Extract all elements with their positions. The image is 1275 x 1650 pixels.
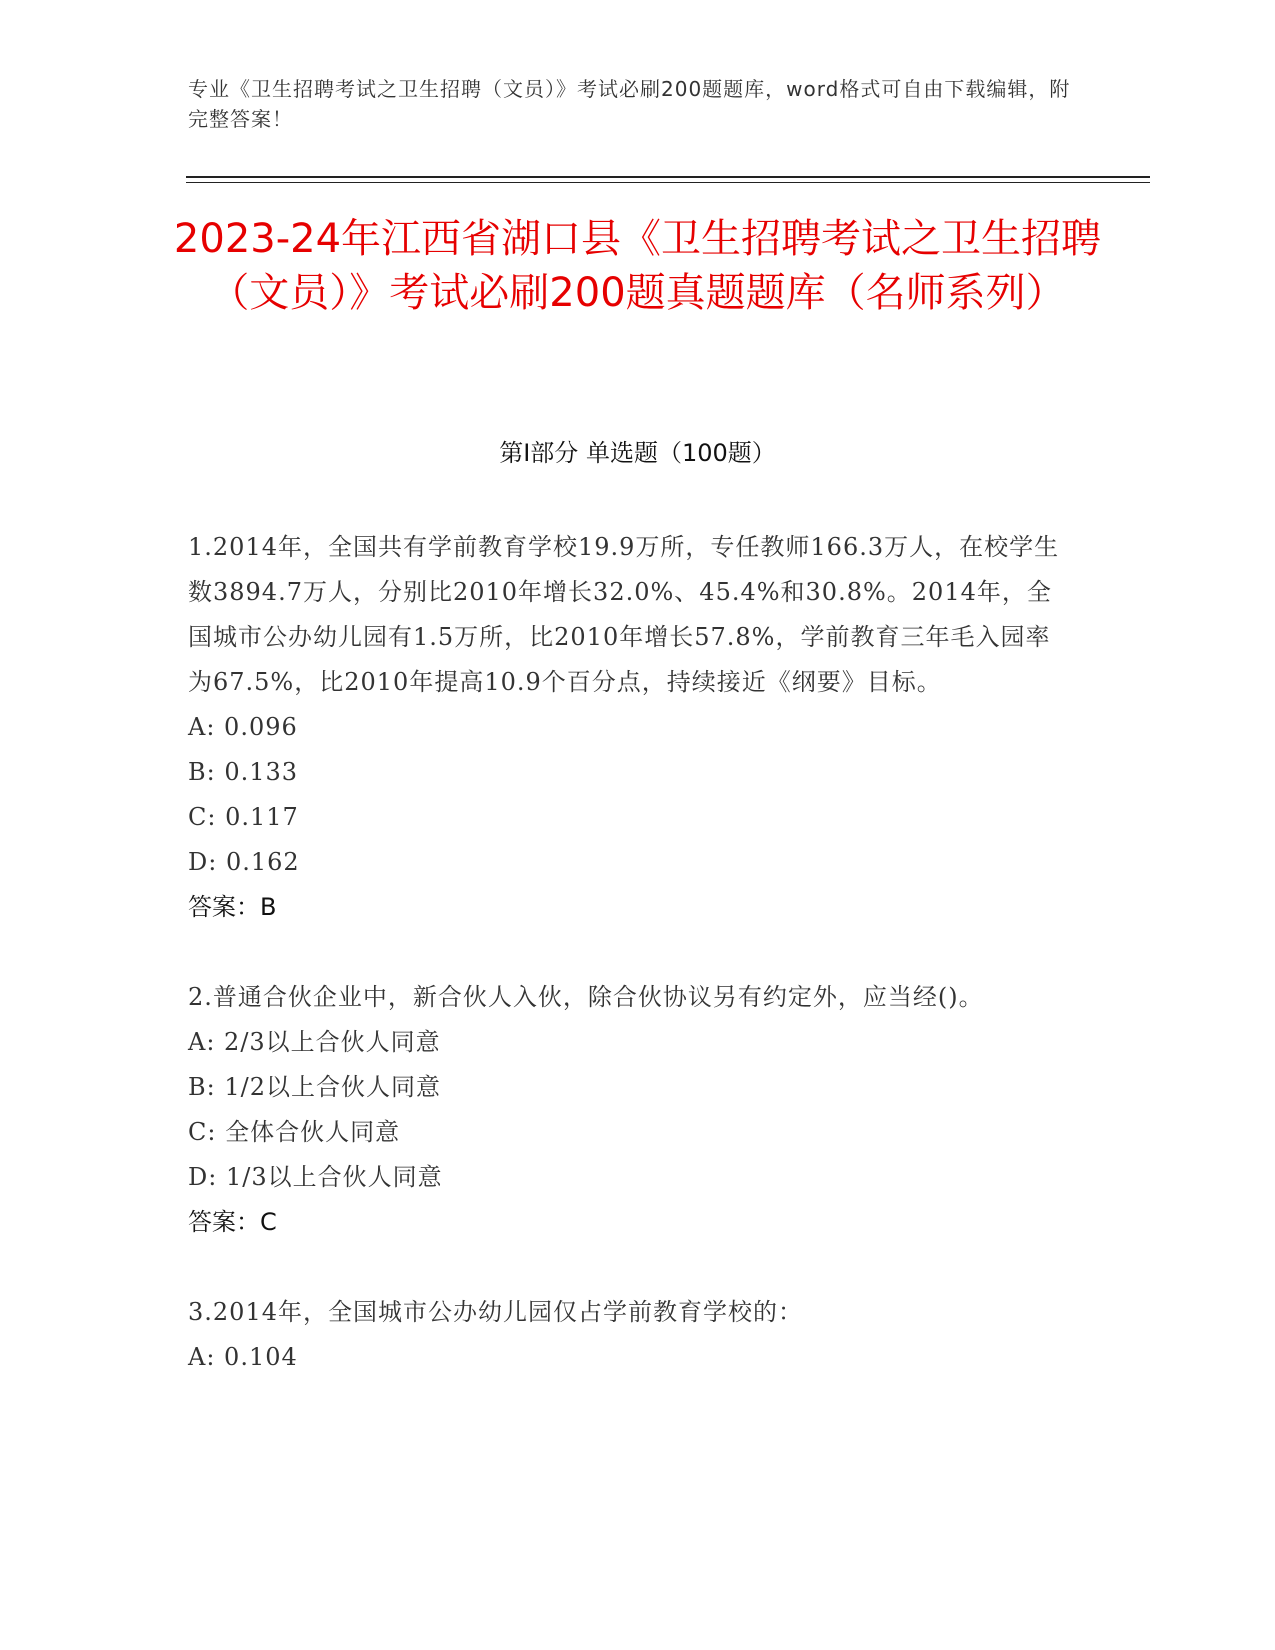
header-note: 专业《卫生招聘考试之卫生招聘（文员）》考试必刷200题题库，word格式可自由下载编辑，附完整答案！ — [188, 77, 1071, 131]
document-title: 2023-24年江西省湖口县《卫生招聘考试之卫生招聘（文员）》考试必刷200题真题题库（名师系列） — [173, 216, 1102, 316]
answer-line: 答案：B — [188, 893, 277, 921]
question-1 — [188, 525, 1073, 930]
option-c: C: 全体合伙人同意 — [188, 1118, 401, 1146]
option-b: B: 0.133 — [188, 758, 299, 786]
section-title: 第Ⅰ部分 单选题（100题） — [499, 439, 776, 467]
question-stem: 3.2014年，全国城市公办幼儿园仅占学前教育学校的： — [188, 1298, 803, 1326]
question-list — [188, 525, 1073, 1425]
option-c: C: 0.117 — [188, 803, 299, 831]
option-d: D: 0.162 — [188, 848, 300, 876]
question-3 — [188, 1290, 1073, 1380]
question-2 — [188, 975, 1073, 1245]
answer-line: 答案：C — [188, 1208, 277, 1236]
option-d: D: 1/3以上合伙人同意 — [188, 1163, 443, 1191]
header-divider-thick — [186, 176, 1150, 178]
option-a: A: 0.104 — [188, 1343, 298, 1371]
question-stem: 2.普通合伙企业中，新合伙人入伙，除合伙协议另有约定外，应当经()。 — [188, 983, 984, 1011]
option-b: B: 1/2以上合伙人同意 — [188, 1073, 441, 1101]
option-a: A: 0.096 — [188, 713, 298, 741]
header-divider-thin — [186, 182, 1150, 183]
question-stem: 1.2014年，全国共有学前教育学校19.9万所，专任教师166.3万人，在校学生数3894.7万人，分别比2010年增长32.0%、45.4%和30.8%。2014年，全国城市公办幼儿园有1.5万所，比2010年增长57.8%，学前教育三年毛入园率为67.5%，比2010年提高10.9个百分点，持续接近《纲要》目标。 — [188, 533, 1060, 696]
option-a: A: 2/3以上合伙人同意 — [188, 1028, 441, 1056]
